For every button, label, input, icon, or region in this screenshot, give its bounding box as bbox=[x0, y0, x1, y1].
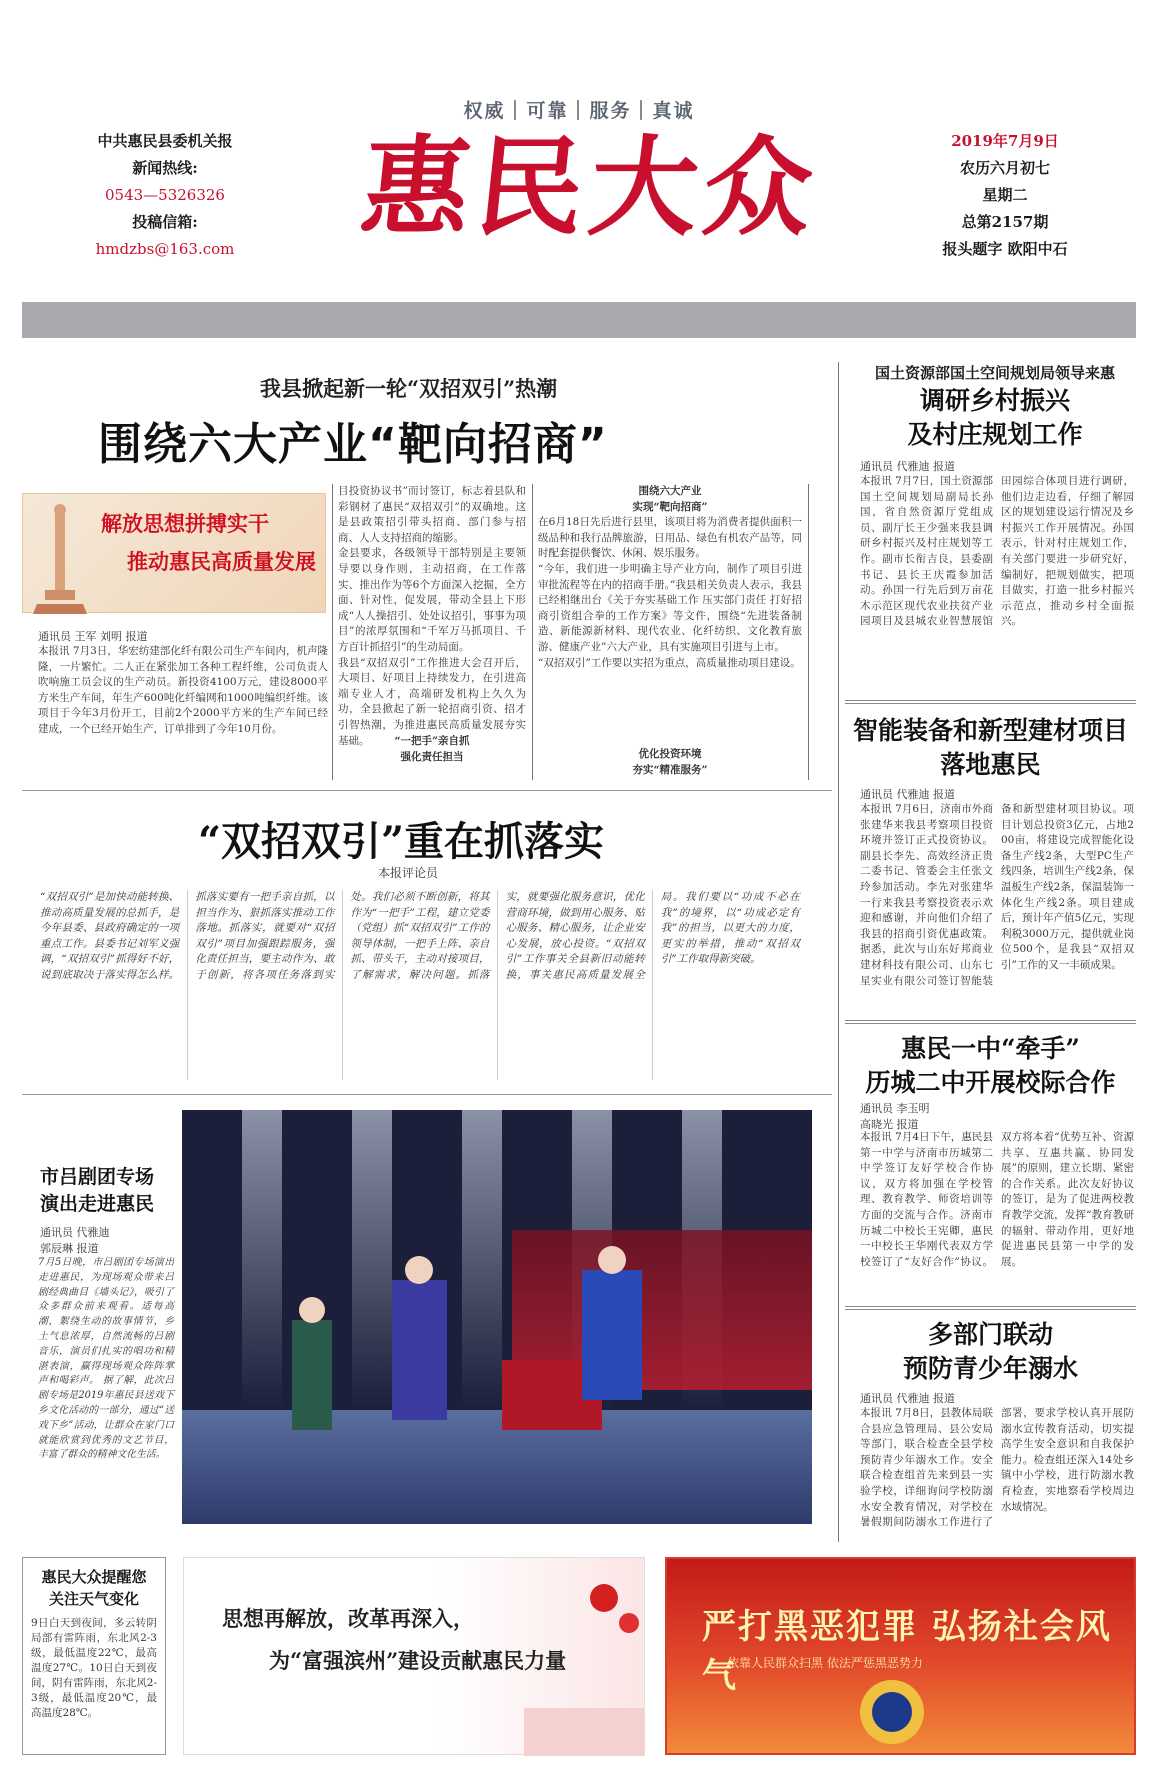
sidebar-story2-headline[interactable]: 智能装备和新型建材项目 落地惠民 bbox=[852, 716, 1128, 779]
newspaper-title: 惠民大众 bbox=[355, 125, 825, 251]
propaganda-banner-anti-crime bbox=[665, 1557, 1136, 1755]
sidebar-story2-byline: 通讯员 代雅迪 报道 bbox=[860, 788, 955, 801]
reform-banner-line-2: 为“富强滨州”建设贡献惠民力量 bbox=[269, 1648, 567, 1673]
lead-kicker: 我县掀起新一轮“双招双引”热潮 bbox=[260, 376, 558, 401]
opera-text: 7月5日晚，市吕剧团专场演出走进惠民，为现场观众带来吕剧经典曲目《墙头记》，吸引了众多群众前来观看。适每高潮，絮绕生动的故事情节，乡土气息浓厚，自然流畅的吕剧音乐，演员们扎实的唱功和精湛表演，赢得现场观众阵阵掌声和喝彩声。 据了解，此次吕剧专场是2019年惠民县送戏下乡文化活动的一部分，通过“送戏下乡”活动，让群众在家门口就能欣赏到优秀的文艺节目，丰富了群众的精神文化生活。 bbox=[38, 1257, 174, 1461]
hotline-label: 新闻热线: bbox=[132, 159, 198, 177]
issue-date: 2019年7月9日 bbox=[951, 132, 1059, 150]
sidebar-text: 本报讯 7月7日，国土资源部国土空间规划局副局长孙国，省自然资源厅党组成员、副厅长王少强来我县调研乡村振兴及村庄规划等工作。副市长衔吉良，县委副书记、县长王庆霞参加活动。孙国一行先后到万亩花木示范区现代农业扶贫产业园项目及县城农业智慧展馆田园综合体项目进行调研，他们边走边看，仔细了解园区的规划建设运行情况及乡村振兴工作开展情况。孙国表示，针对村庄规划工作，有关部门要进一步研究好，编制好，把规划做实，把项目做实，打造一批乡村振兴示范点，推动乡村全面振兴。 bbox=[860, 475, 1134, 628]
anti-crime-banner-line-2: 依靠人民群众扫黑 依法严惩黑恶势力 bbox=[727, 1656, 923, 1670]
sidebar-story4-byline: 通讯员 代雅迪 报道 bbox=[860, 1392, 955, 1405]
banner-line-2: 推动惠民高质量发展 bbox=[127, 549, 316, 574]
sidebar-story4-headline[interactable]: 多部门联动 预防青少年溺水 bbox=[902, 1320, 1078, 1383]
email-address[interactable]: hmdzbs@163.com bbox=[95, 240, 235, 258]
banner-line-1: 解放思想拼搏实干 bbox=[101, 511, 269, 536]
lead-column-2 bbox=[338, 484, 526, 780]
sidebar-divider bbox=[845, 1020, 1136, 1024]
email-label: 投稿信箱: bbox=[132, 213, 198, 231]
sidebar-story3-byline: 通讯员 李玉明 高晓光 报道 bbox=[860, 1102, 930, 1131]
issue-number: 总第2157期 bbox=[961, 213, 1049, 231]
sidebar-story2-text: 本报讯 7月6日，济南市外商张建华来我县考察项目投资环境并签订正式投资协议。副县长李先、高效经济正贵二委书记、管委会主任张文玲参加活动。李先对张建华一行来我县考察投资表示欢迎和感谢，并向他们介绍了我县的招商引资优惠政策。据悉，此次与山东好邦商业建材科技有限公司、山东七星实业有限公司签订智能装备和新型建材项目协议。项目计划总投资3亿元，占地200亩，将建设完成智能化设备生产线2条，大型PC生产线四条，培训生产线2条，保温板生产线2条，保温装饰一体化生产线2条。项目建成后，预计年产值5亿元，实现利税3000万元，提供就业岗位500个，是我县“双招双引”工作的又一丰硕成果。 bbox=[860, 803, 1134, 987]
opera-byline: 通讯员 代雅迪 郭辰琳 报道 bbox=[40, 1226, 110, 1255]
commentary-byline: 本报评论员 bbox=[378, 866, 439, 880]
opera-headline[interactable]: 市吕剧团专场 演出走进惠民 bbox=[39, 1166, 154, 1215]
weather-title: 惠民大众提醒您 关注天气变化 bbox=[41, 1568, 147, 1608]
lunar-date: 农历六月初七 bbox=[959, 159, 1050, 177]
sidebar-divider bbox=[845, 1306, 1136, 1310]
lead-byline: 通讯员 王军 刘明 报道 bbox=[38, 630, 148, 643]
performers-figures bbox=[182, 1110, 812, 1524]
opera-photo bbox=[182, 1110, 812, 1524]
reform-banner-line-1: 思想再解放，改革再深入， bbox=[222, 1606, 474, 1631]
section-divider bbox=[22, 1094, 832, 1095]
monument-icon bbox=[27, 494, 97, 614]
sidebar-story3-text: 本报讯 7月4日下午，惠民县第一中学与济南市历城第二中学签订友好学校合作协议，双方将加强在学校管理、教育教学、师资培训等方面的交流与合作。济南市历城二中校长王宪卿，惠民一中校长王华刚代表双方学校签订了“友好合作”协议。双方将本着“优势互补、资源共享、互惠共赢、协同发展”的原则，建立长期、紧密的合作关系。此次友好协议的签订，是为了促进两校教育教学交流，发挥“教育教研的辐射、带动作用，更好地促进惠民县第一中学的发展。 bbox=[860, 1131, 1134, 1268]
commentary-headline[interactable]: “双招双引”重在抓落实 bbox=[198, 818, 605, 865]
sidebar-story4-text: 本报讯 7月8日，县教体局联合县应急管理局、县公安局等部门，联合检查全县学校预防青少年溺水工作。安全联合检查组首先来到县一实验学校，详细询问学校防溺水安全教育情况，对学校在暑假期间防溺水工作进行了部署，要求学校认真开展防溺水宣传教育活动，切实提高学生安全意识和自我保护能力。检查组还深入14处乡镇中小学校，进行防溺水教育检查，实地察看学校周边水域情况。 bbox=[860, 1407, 1134, 1529]
sidebar-kicker: 国土资源部国土空间规划局领导来惠 bbox=[874, 364, 1115, 382]
sidebar-byline: 通讯员 代雅迪 报道 bbox=[860, 460, 955, 473]
lead-column-3 bbox=[538, 484, 802, 780]
column-rule bbox=[532, 484, 533, 780]
calligraphy-credit: 报头题字 欧阳中石 bbox=[942, 240, 1068, 258]
column-rule bbox=[332, 484, 333, 780]
column-rule bbox=[808, 484, 809, 780]
lead-headline[interactable]: 围绕六大产业“靶向招商” bbox=[98, 419, 608, 470]
weather-text: 9日白天到夜间，多云转阴局部有雷阵雨，东北风2-3级，最低温度22℃，最高温度27℃。10日白天到夜间，阴有雷阵雨，东北风2-3级，最低温度20℃，最高温度28℃。 bbox=[31, 1617, 157, 1719]
lead-column-3-text: 在6月18日先后进行县里，该项目将为消费者提供面积一级品种和我行品牌旅游，日用品、绿色有机农产品等，同时配套提供餐饮、休闲、娱乐服务。 “今年，我们进一步明确主导产业方向，制作了项目引进审批流程等在内的招商手册。”我县相关负责人表示，我县已经相继出台《关于夯实基础工作 压实部门责任 打好招商引资组合拳的工作方案》等文件，围绕“先进装备制造、新能源新材料、现代农业、化纤纺织、文化教育旅游、健康产业”六大产业，具有实施项目引进与上市。 “双招双引”工作要以实招为重点，高质量推动项目建设。 bbox=[538, 516, 802, 669]
lead-subhead-3: 优化投资环境 夯实“精准服务” bbox=[632, 748, 708, 776]
section-divider bbox=[22, 790, 832, 791]
lead-banner-image bbox=[22, 493, 326, 613]
header-divider-bar bbox=[22, 302, 1136, 338]
propaganda-banner-reform bbox=[183, 1557, 645, 1755]
sidebar-divider bbox=[845, 700, 1136, 704]
lead-subhead-2: 围绕六大产业 实现“靶向招商” bbox=[632, 485, 708, 513]
sidebar-rule bbox=[838, 362, 839, 1542]
weekday: 星期二 bbox=[982, 186, 1028, 204]
sidebar-headline[interactable]: 调研乡村振兴 及村庄规划工作 bbox=[907, 386, 1083, 449]
masthead-left-info bbox=[70, 128, 260, 263]
anti-crime-banner-line-1: 严打黑恶犯罪 弘扬社会风气 bbox=[702, 1607, 1112, 1696]
masthead-slogan: 权威｜可靠｜服务｜真诚 bbox=[463, 100, 695, 122]
masthead-right-info bbox=[905, 128, 1105, 263]
org-name: 中共惠民县委机关报 bbox=[97, 132, 233, 150]
sidebar-story3-headline[interactable]: 惠民一中“牵手” 历城二中开展校际合作 bbox=[865, 1034, 1116, 1097]
weather-box bbox=[22, 1557, 166, 1755]
lead-subhead-1: “一把手”亲自抓 强化责任担当 bbox=[394, 735, 470, 763]
commentary-text: “双招双引”是加快动能转换、推动高质量发展的总抓手，是今年县委、县政府确定的一项重点工作。县委书记刘军义强调，“双招双引”抓得好不好，说到底取决于落实得怎么样。抓落实要有一把手亲自抓，以担当作为、狠抓落实推动工作落地。抓落实，就要对“双招双引”项目加强跟踪服务，强化责任担当，要主动作为、敢于创新，将各项任务落到实处。我们必须不断创新，将其作为“一把手”工程，建立党委（党组）抓“双招双引”工作的领导体制，一把手上阵、亲自抓、带头干，主动对接项目，了解需求，解决问题。抓落实，就要强化服务意识，优化营商环境，做到用心服务、贴心服务、精心服务，让企业安心发展，放心投资。“双招双引”工作事关全县新旧动能转换，事关惠民高质量发展全局。我们要以“功成不必在我”的境界，以“功成必定有我”的担当，以更大的力度，更实的举措，推动“双招双引”工作取得新突破。 bbox=[40, 891, 800, 981]
lead-column-1: 本报讯 7月3日，华宏纺建部化纤有限公司生产车间内，机声隆隆，一片繁忙。二人正在紧张加工各种工程纤维，公司负责人吹响施工员会议的生产动员。新投资4100万元，建设8000平方米生产车间，年生产600吨化纤编网和1000吨编织纤维。该项目于今年3月份开工，目前2个2000平方米的生产车间已经建成，一个已经开始生产，订单排到了今年10月份。 bbox=[38, 645, 328, 735]
lead-column-2-text: 目投资协议书”而讨签订，标志着县队和彩钢材了惠民“双招双引”的双确地。这是县政策招引带头招商、部门参与招商、人人支持招商的缩影。 金县要求，各级领导干部特别是主要领导要以身作则，主动招商，在工作落实、推出作为等6个方面深入挖掘，全方面、针对性，促发展，带动全县上下形成“人人操招引、处处议招引，事事为项目”的浓厚氛围和“千军万马抓项目、千方百计抓招引”的生动局面。 我县“双招双引”工作推进大会召开后，大项目、好项目上持续发力，在引进高端专业人才，高端研发机构上久久为功，全县掀起了新一轮招商引资、招才引智热潮，为推进惠民高质量发展夯实基础。 bbox=[338, 485, 526, 747]
hotline-number: 0543—5326326 bbox=[105, 186, 225, 204]
